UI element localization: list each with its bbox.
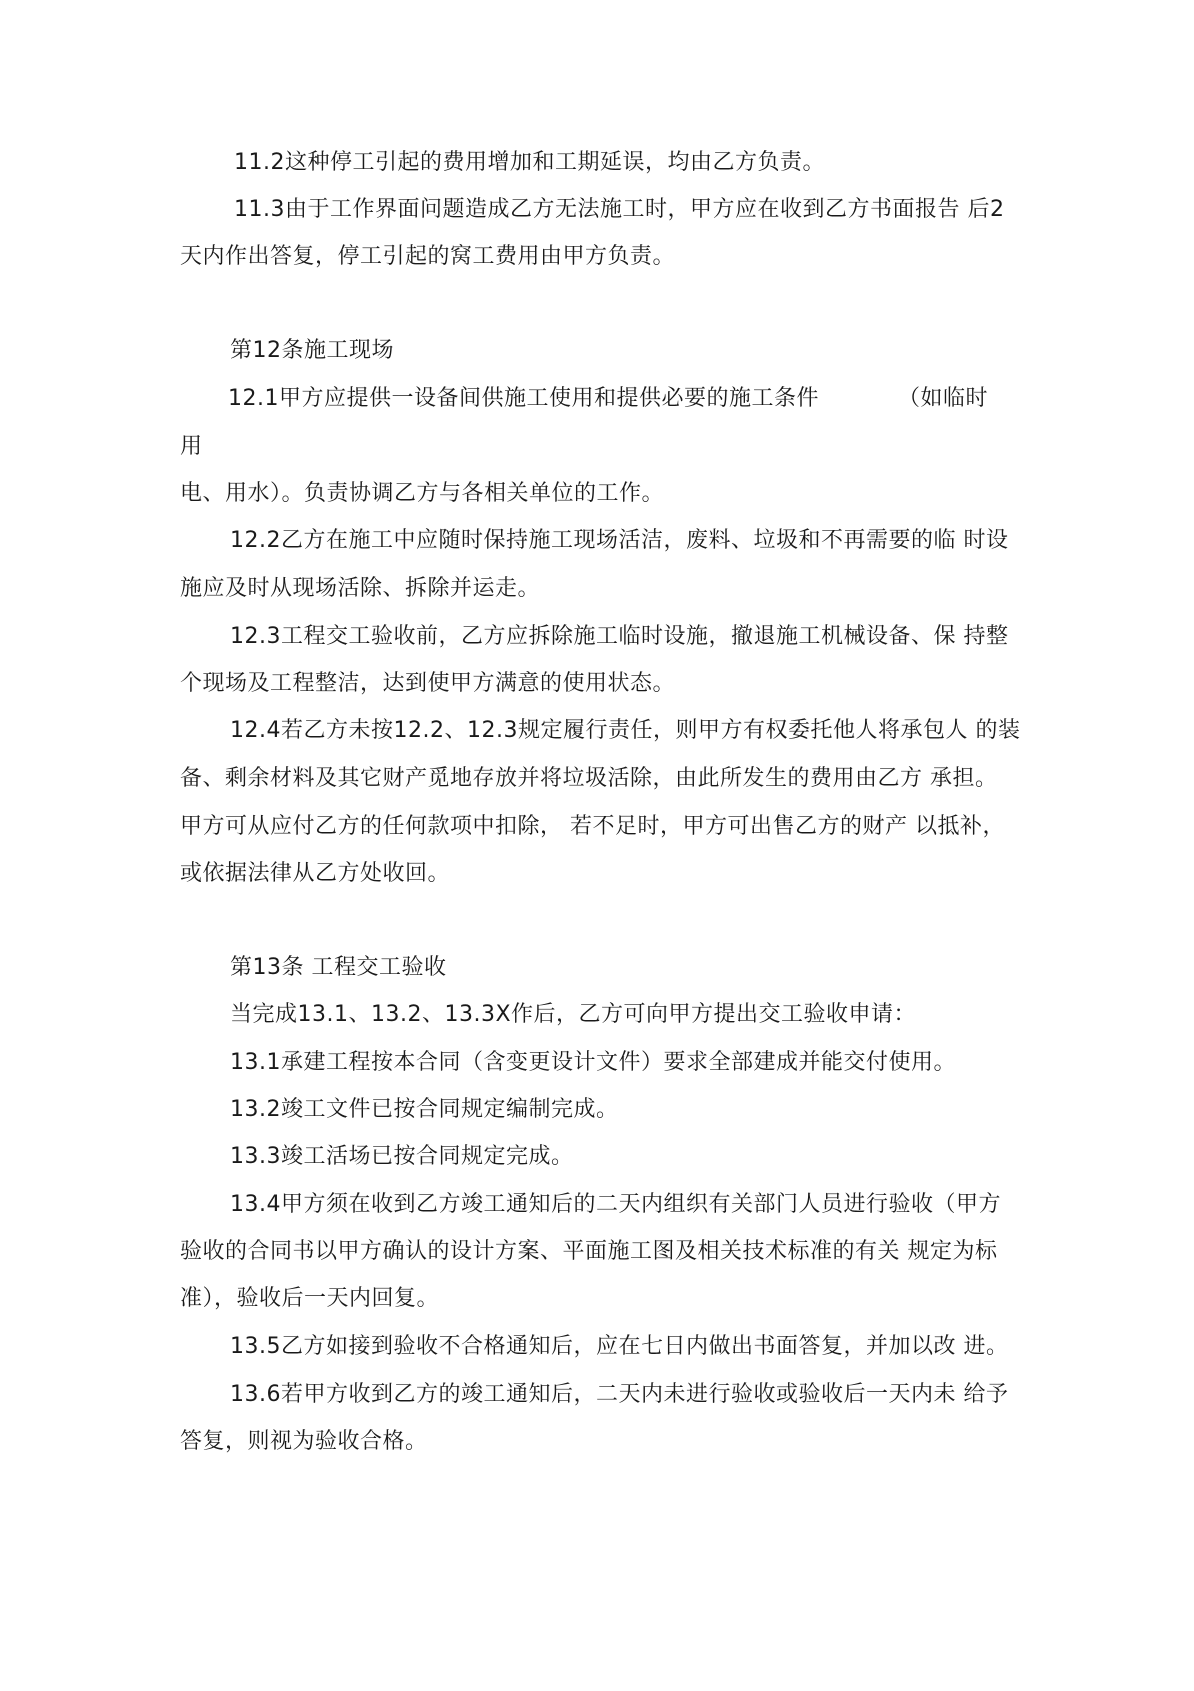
clause-13-4-line-2: 验收的合同书以甲方确认的设计方案、平面施工图及相关技术标准的有关 规定为标 xyxy=(180,1239,998,1264)
clause-13-5: 13.5乙方如接到验收不合格通知后，应在七日内做出书面答复，并加以改 进。 xyxy=(230,1334,1009,1359)
clause-13-4-line-1: 13.4甲方须在收到乙方竣工通知后的二天内组织有关部门人员进行验收（甲方 xyxy=(230,1192,1001,1217)
article-13-intro: 当完成13.1、13.2、13.3X作后，乙方可向甲方提出交工验收申请： xyxy=(230,1002,917,1027)
clause-12-4-line-2: 备、剩余材料及其它财产觅地存放并将垃圾活除，由此所发生的费用由乙方 承担。 xyxy=(180,766,998,791)
clause-13-4-line-3: 准），验收后一天内回复。 xyxy=(180,1286,440,1311)
clause-13-3: 13.3竣工活场已按合同规定完成。 xyxy=(230,1144,574,1169)
clause-12-4-line-1: 12.4若乙方未按12.2、12.3规定履行责任，则甲方有权委托他人将承包人 的装 xyxy=(230,718,1021,743)
clause-11-2: 11.2这种停工引起的费用增加和工期延误，均由乙方负责。 xyxy=(234,150,825,175)
clause-12-2-line-2: 施应及时从现场活除、拆除并运走。 xyxy=(180,576,541,601)
clause-11-3-line-2: 天内作出答复，停工引起的窝工费用由甲方负责。 xyxy=(180,244,676,269)
clause-12-4-line-4: 或依据法律从乙方处收回。 xyxy=(180,861,451,886)
clause-12-3-line-1: 12.3工程交工验收前，乙方应拆除施工临时设施，撤退施工机械设备、保 持整 xyxy=(230,624,1009,649)
clause-12-1-line-2: 用 xyxy=(180,434,203,459)
clause-12-2-line-1: 12.2乙方在施工中应随时保持施工现场活洁，废料、垃圾和不再需要的临 时设 xyxy=(230,528,1009,553)
clause-12-1-line-3: 电、用水）。负责协调乙方与各相关单位的工作。 xyxy=(180,481,665,506)
article-12-heading: 第12条施工现场 xyxy=(230,338,394,363)
clause-12-4-line-3: 甲方可从应付乙方的任何款项中扣除， 若不足时，甲方可出售乙方的财产 以抵补， xyxy=(180,814,1005,839)
clause-11-3-line-1: 11.3由于工作界面问题造成乙方无法施工时，甲方应在收到乙方书面报告 后2 xyxy=(234,197,1005,222)
clause-13-2: 13.2竣工文件已按合同规定编制完成。 xyxy=(230,1097,619,1122)
clause-13-1: 13.1承建工程按本合同（含变更设计文件）要求全部建成并能交付使用。 xyxy=(230,1050,956,1075)
article-13-heading: 第13条 工程交工验收 xyxy=(230,955,447,980)
clause-12-1-line-1: 12.1甲方应提供一设备间供施工使用和提供必要的施工条件 xyxy=(228,386,819,411)
clause-12-1-paren: （如临时 xyxy=(898,386,989,411)
clause-13-6-line-2: 答复，则视为验收合格。 xyxy=(180,1429,428,1454)
clause-12-3-line-2: 个现场及工程整洁，达到使甲方满意的使用状态。 xyxy=(180,671,676,696)
clause-13-6-line-1: 13.6若甲方收到乙方的竣工通知后，二天内未进行验收或验收后一天内未 给予 xyxy=(230,1382,1009,1407)
